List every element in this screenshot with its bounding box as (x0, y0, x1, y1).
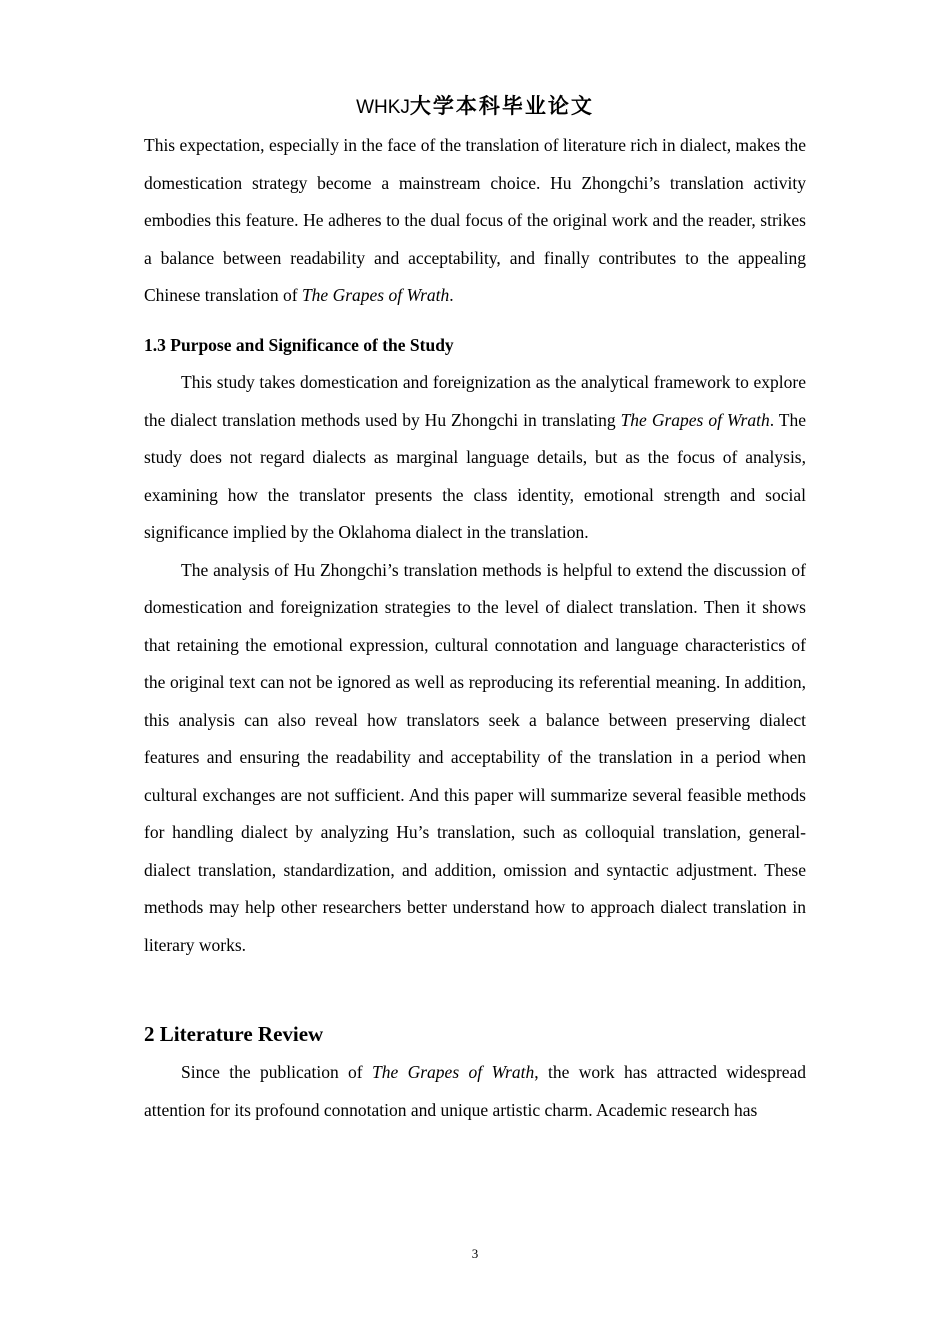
section-1-3-heading: 1.3 Purpose and Significance of the Study (144, 334, 454, 355)
book-title: The Grapes of Wrath (620, 409, 770, 430)
intro-paragraph (144, 127, 806, 315)
book-title: The Grapes of Wrath (372, 1062, 535, 1082)
paragraph-text: . The study does not regard dialects as marginal language details, but as the focus of analysis, examining how the translator presents the class identity, emotional strength and social significance implied by the Oklahoma dialect in the translation. (144, 409, 806, 542)
page-body (144, 127, 806, 1129)
paragraph-text: Since the publication of (181, 1062, 372, 1082)
section-1-3-paragraph-1 (144, 364, 806, 552)
paragraph-text: , the work has attracted widespread attention for its profound connotation and unique artistic charm. Academic research has (144, 1062, 806, 1120)
section-1-3-paragraph-2: The analysis of Hu Zhongchi’s translation methods is helpful to extend the discussion of domestication and foreignization strategies to the level of dialect translation. Then it shows that retaining the emotional expression, cultural connotation and language characteristics of the original text can not be ignored as well as reproducing its referential meaning. In addition, this analysis can also reveal how translators seek a balance between preserving dialect features and ensuring the readability and acceptability of the translation in a period when cultural exchanges are not sufficient. And this paper will summarize several feasible methods for handling dialect by analyzing Hu’s translation, such as colloquial translation, general-dialect translation, standardization, and addition, omission and syntactic adjustment. These methods may help other researchers better understand how to approach dialect translation in literary works. (144, 559, 806, 955)
page-number: 3 (471, 1246, 479, 1261)
section-2-paragraph-1 (144, 1054, 806, 1129)
section-2-heading: 2 Literature Review (144, 1022, 324, 1046)
intro-text-end: . (449, 285, 454, 305)
book-title: The Grapes of Wrath (301, 285, 450, 305)
page-header (0, 93, 950, 121)
intro-text: This expectation, especially in the face of the translation of literature rich in dialect, makes the domestication strategy become a mainstream choice. Hu Zhongchi’s translation activity embodies this feature. He adheres to the dual focus of the original work and the reader, strikes a balance between readability and acceptability, and finally contributes to the appealing Chinese translation of (144, 135, 806, 305)
header-code: WHKJ (356, 97, 410, 118)
paragraph-text: This study takes domestication and foreignization as the analytical framework to explore the dialect translation methods used by Hu Zhongchi in translating (144, 372, 806, 430)
header-title-cn: 大学本科毕业论文 (409, 94, 594, 118)
